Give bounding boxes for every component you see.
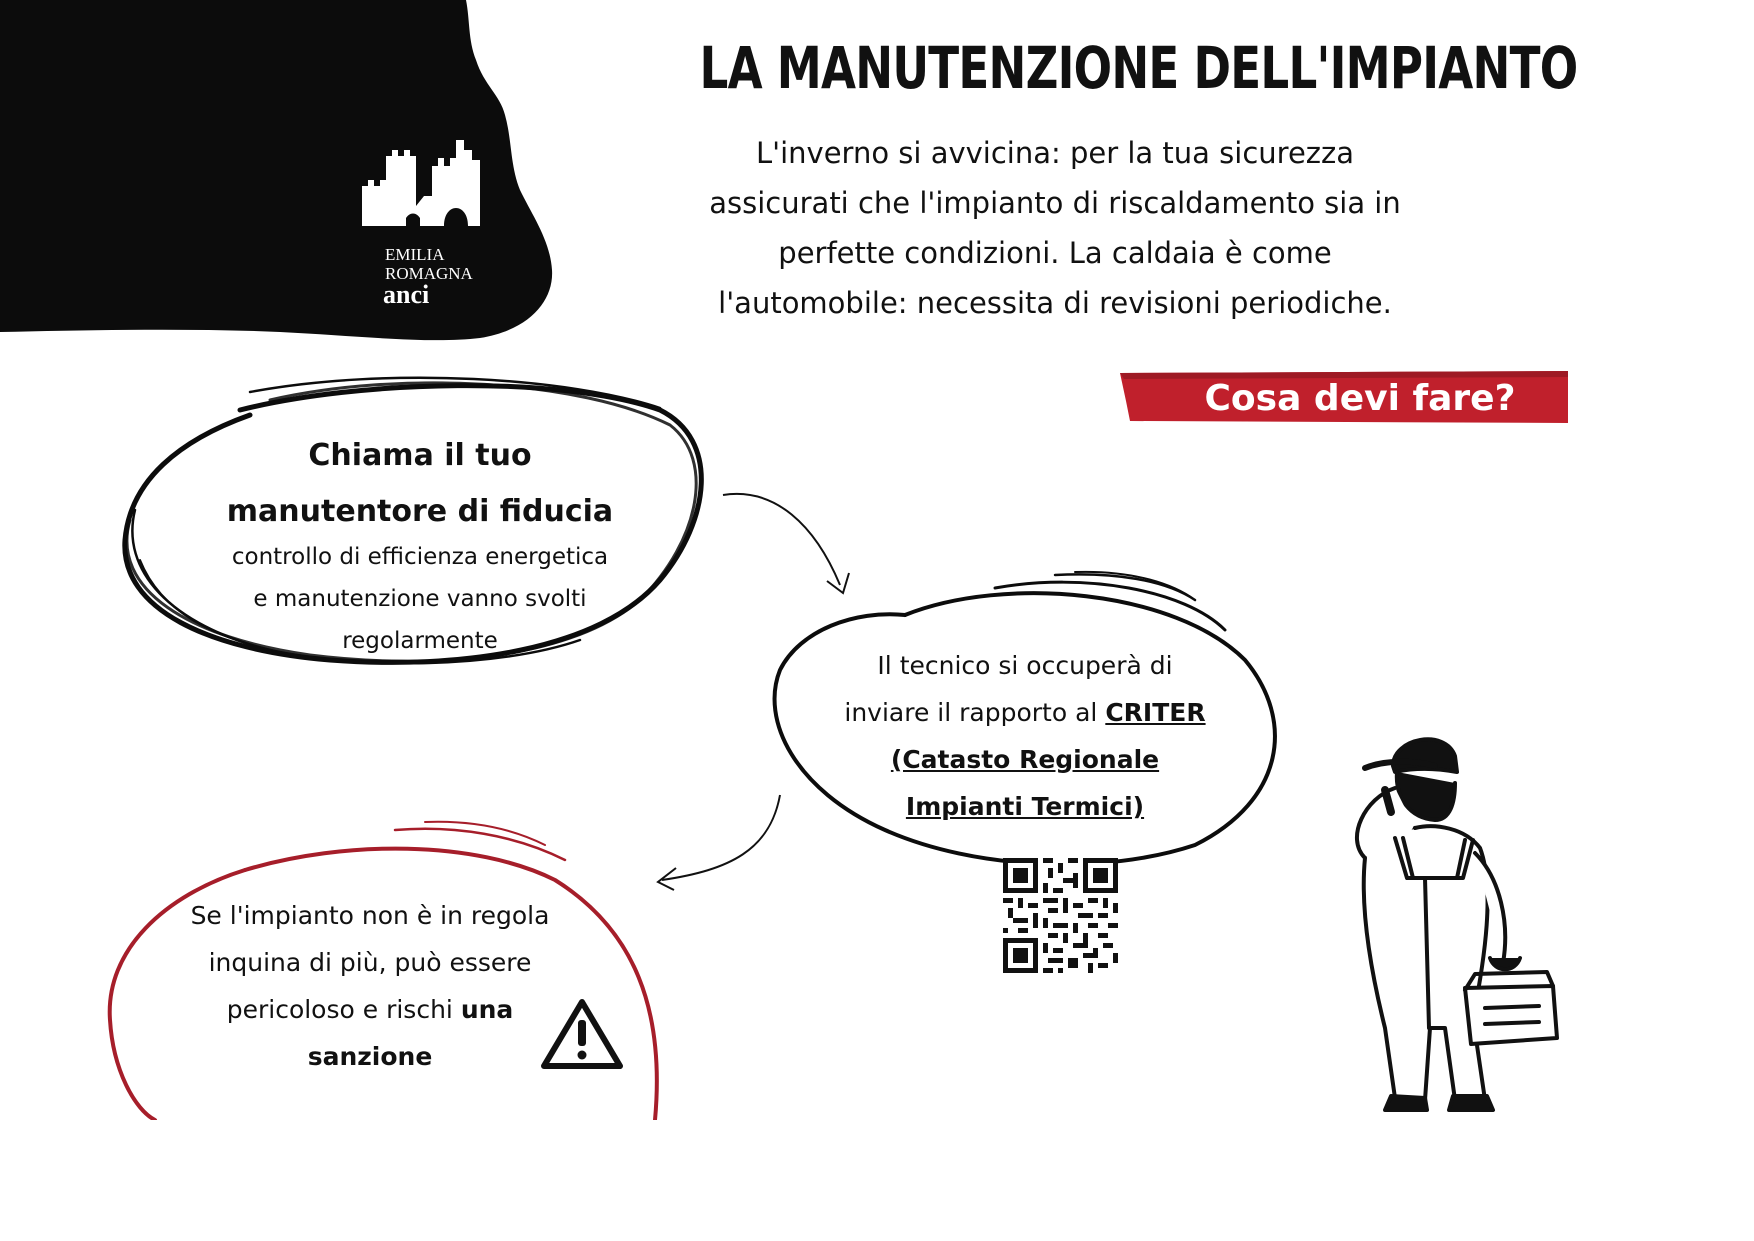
- logo-emilia: EMILIA: [385, 245, 445, 264]
- intro-paragraph: [650, 128, 1460, 328]
- logo-anci: anci: [383, 280, 430, 309]
- bubble-1-title-line-2: manutentore di fiducia: [226, 494, 614, 529]
- worker-on-phone-illustration: [1325, 728, 1565, 1113]
- bubble-2-line-2-prefix: inviare il rapporto al: [844, 698, 1106, 727]
- bubble-3-line-3-bold: una: [460, 995, 514, 1024]
- criter-link-part-3[interactable]: Impianti Termici): [905, 792, 1145, 821]
- anci-logo[interactable]: [358, 136, 483, 311]
- bubble-1-body: [180, 536, 660, 662]
- intro-line-2: assicurati che l'impianto di riscaldamento sia in: [709, 186, 1401, 220]
- bubble-1-title: [180, 428, 660, 540]
- castle-logo-icon: [360, 136, 482, 231]
- cosa-devi-fare-label: Cosa devi fare?: [1204, 378, 1516, 419]
- qr-code-icon[interactable]: [1003, 858, 1118, 973]
- bubble-2-line-4: [790, 783, 1260, 830]
- bubble-2-line-1: Il tecnico si occuperà di: [877, 651, 1173, 680]
- bubble-3-line-4-bold: sanzione: [307, 1042, 433, 1071]
- intro-line-3: perfette condizioni. La caldaia è come: [778, 236, 1332, 270]
- bubble-3-line-3-prefix: pericoloso e rischi: [226, 995, 461, 1024]
- intro-line-1: L'inverno si avvicina: per la tua sicurezza: [755, 136, 1354, 170]
- criter-link-part-2[interactable]: (Catasto Regionale: [890, 745, 1160, 774]
- logo-romagna: ROMAGNA: [385, 264, 473, 283]
- bubble-2-line-2: [790, 689, 1260, 736]
- bubble-1-body-line-3: regolarmente: [342, 628, 498, 654]
- bubble-2-line-3: [790, 736, 1260, 783]
- bubble-3-line-2: inquina di più, può essere: [208, 948, 532, 977]
- bubble-1-body-line-2: e manutenzione vanno svolti: [253, 586, 587, 612]
- warning-triangle-icon: [538, 996, 626, 1072]
- bubble-1-body-line-1: controllo di efficienza energetica: [231, 544, 609, 570]
- bubble-3-line-1: Se l'impianto non è in regola: [190, 901, 550, 930]
- criter-link-part-1[interactable]: CRITER: [1105, 698, 1206, 727]
- bubble-2-text: [790, 642, 1260, 830]
- page-title: LA MANUTENZIONE DELL'IMPIANTO: [699, 34, 1578, 102]
- intro-line-4: l'automobile: necessita di revisioni periodiche.: [718, 286, 1392, 320]
- bubble-1-title-line-1: Chiama il tuo: [308, 438, 532, 473]
